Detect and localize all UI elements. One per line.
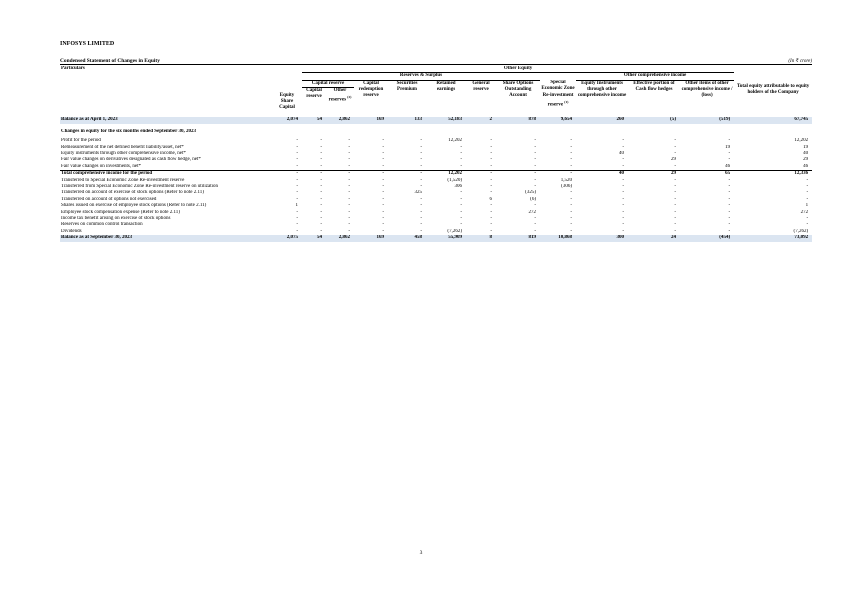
- row-value: -: [622, 144, 624, 150]
- row-value: -: [674, 190, 676, 196]
- row-value: -: [348, 222, 350, 228]
- row-value: -: [622, 177, 624, 183]
- row-value: -: [674, 138, 676, 144]
- row-value: -: [622, 216, 624, 222]
- row-value: -: [728, 190, 731, 196]
- row-value: -: [622, 138, 624, 144]
- row-value: -: [490, 138, 492, 144]
- row-value: (519): [680, 117, 734, 123]
- row-value: -: [728, 151, 731, 157]
- row-value: (7,262): [447, 228, 462, 234]
- row-value: -: [420, 138, 422, 144]
- row-value: 2,862: [326, 235, 354, 241]
- row-value: -: [296, 163, 298, 169]
- row-value: -: [806, 216, 809, 222]
- row-value: 12,336: [734, 171, 812, 178]
- row-label: Equity instruments through other comprehensive income, net*: [61, 151, 186, 157]
- row-value: -: [534, 228, 536, 234]
- row-value: -: [420, 222, 422, 228]
- table-row: [60, 171, 812, 178]
- row-value: -: [622, 157, 624, 163]
- row-value: -: [296, 222, 298, 228]
- row-value: 24: [628, 235, 680, 241]
- row-value: -: [460, 151, 462, 157]
- row-value: -: [420, 163, 422, 169]
- row-value: -: [320, 144, 322, 150]
- row-value: -: [382, 144, 384, 150]
- row-value: -: [460, 222, 462, 228]
- row-value: -: [382, 177, 384, 183]
- row-value: -: [326, 171, 354, 178]
- row-value: 12,202: [794, 138, 809, 144]
- row-value: -: [296, 190, 298, 196]
- row-value: -: [348, 190, 350, 196]
- row-value: 325: [414, 190, 422, 196]
- sez-reserve-header: Special Economic Zone Re-investment reserve $^{(1)}$: [541, 80, 575, 108]
- row-value: -: [420, 216, 422, 222]
- oci-header: Other comprehensive income: [576, 73, 734, 80]
- row-label: Changes in equity for the six months ended September 30, 2023: [61, 128, 196, 134]
- row-label: Profit for the period: [61, 138, 101, 144]
- row-label: Reserves on common control transaction: [61, 222, 143, 228]
- reserves-surplus-header: Reserves & Surplus: [302, 73, 540, 80]
- row-value: -: [674, 177, 676, 183]
- row-value: -: [420, 209, 422, 215]
- row-value: 260: [576, 117, 628, 123]
- row-value: -: [382, 151, 384, 157]
- row-value: 54: [302, 235, 326, 241]
- row-value: -: [420, 177, 422, 183]
- row-value: -: [570, 228, 572, 234]
- retained-earnings-header: Retained earnings: [436, 80, 456, 92]
- row-label: Employee stock compensation expense (Refer to note 2.11): [61, 209, 180, 215]
- row-value: -: [570, 196, 572, 202]
- row-value: -: [466, 171, 496, 178]
- row-value: -: [534, 138, 536, 144]
- row-value: -: [674, 209, 676, 215]
- cash-flow-hedges-header: Effective portion of Cash flow hedges: [633, 80, 675, 92]
- row-value: 65: [680, 171, 734, 178]
- row-value: (7,262): [793, 228, 809, 234]
- row-value: (306): [561, 184, 572, 190]
- row-value: -: [296, 151, 298, 157]
- row-value: 40: [803, 151, 809, 157]
- particulars-header: Particulars: [61, 66, 85, 71]
- row-value: 19: [803, 144, 809, 150]
- row-value: -: [296, 216, 298, 222]
- row-value: -: [534, 216, 536, 222]
- row-value: -: [806, 222, 809, 228]
- row-label: Transferred on account of exercise of stock options (Refer to note 2.11): [61, 190, 204, 196]
- row-value: -: [320, 196, 322, 202]
- row-value: 458: [388, 235, 426, 241]
- row-value: 40: [619, 151, 624, 157]
- row-value: -: [382, 190, 384, 196]
- row-value: -: [674, 184, 676, 190]
- top-rule: [60, 64, 812, 65]
- row-value: -: [570, 209, 572, 215]
- row-value: -: [460, 190, 462, 196]
- row-label: Income tax benefit arising on exercise of stock options: [61, 216, 171, 222]
- row-value: -: [320, 209, 322, 215]
- row-value: 40: [576, 171, 628, 178]
- row-value: 169: [354, 117, 388, 123]
- row-value: -: [490, 228, 492, 234]
- row-value: -: [420, 196, 422, 202]
- row-value: -: [674, 203, 676, 209]
- row-value: -: [320, 203, 322, 209]
- page-number: 3: [419, 550, 423, 556]
- row-value: -: [534, 222, 536, 228]
- row-value: -: [348, 177, 350, 183]
- row-value: -: [622, 228, 624, 234]
- row-value: -: [728, 216, 731, 222]
- row-value: -: [674, 228, 676, 234]
- row-value: -: [382, 216, 384, 222]
- row-value: -: [622, 222, 624, 228]
- row-value: -: [540, 171, 576, 178]
- row-value: -: [348, 216, 350, 222]
- row-value: -: [348, 228, 350, 234]
- row-value: -: [460, 216, 462, 222]
- row-value: -: [296, 138, 298, 144]
- row-value: -: [490, 184, 492, 190]
- securities-premium-header: Securities Premium: [396, 80, 418, 92]
- row-value: -: [460, 209, 462, 215]
- row-value: -: [320, 163, 322, 169]
- row-value: -: [420, 157, 422, 163]
- row-value: -: [728, 228, 731, 234]
- row-value: -: [806, 196, 809, 202]
- row-value: -: [622, 203, 624, 209]
- table-row: [60, 235, 812, 241]
- row-label: Fair value changes on investments, net*: [61, 163, 141, 169]
- row-value: 2,074: [272, 117, 302, 123]
- row-value: -: [806, 190, 809, 196]
- row-value: -: [570, 222, 572, 228]
- row-value: 73,092: [734, 235, 812, 241]
- row-value: -: [296, 196, 298, 202]
- row-value: 6: [489, 196, 492, 202]
- row-value: 169: [354, 235, 388, 241]
- row-value: -: [296, 144, 298, 150]
- row-value: -: [570, 190, 572, 196]
- currency-note: (In ₹ crore): [788, 59, 812, 64]
- row-value: -: [534, 177, 536, 183]
- row-value: -: [534, 203, 536, 209]
- table-header: [60, 66, 812, 117]
- row-value: -: [320, 138, 322, 144]
- row-value: -: [622, 163, 624, 169]
- row-label: Remeasurement of the net defined benefit liability/asset, net*: [61, 144, 184, 150]
- row-value: -: [570, 151, 572, 157]
- row-value: 55,909: [426, 235, 466, 241]
- row-value: -: [728, 138, 731, 144]
- row-value: -: [296, 209, 298, 215]
- row-value: -: [570, 138, 572, 144]
- row-value: -: [570, 163, 572, 169]
- row-value: -: [490, 157, 492, 163]
- row-value: -: [296, 184, 298, 190]
- row-label: Fair value changes on derivatives designated as cash flow hedge, net*: [61, 157, 201, 163]
- row-value: 29: [803, 157, 809, 163]
- row-value: 1: [295, 203, 298, 209]
- row-label: Dividends: [61, 228, 82, 234]
- row-value: -: [320, 190, 322, 196]
- table-body: [60, 117, 812, 241]
- row-value: -: [570, 144, 572, 150]
- row-label: Balance as at September 30, 2023: [60, 235, 272, 241]
- row-value: 1: [805, 203, 809, 209]
- equity-statement-table: [60, 66, 812, 242]
- row-value: 67,745: [734, 117, 812, 123]
- row-value: 12,202: [448, 138, 462, 144]
- row-value: 819: [496, 235, 540, 241]
- row-value: -: [674, 163, 676, 169]
- row-value: -: [382, 196, 384, 202]
- capital-redemption-header: Capital redemption reserve: [358, 80, 384, 99]
- row-value: -: [460, 196, 462, 202]
- row-value: -: [460, 163, 462, 169]
- row-value: 306: [454, 184, 462, 190]
- row-value: 2: [466, 117, 496, 123]
- row-value: -: [728, 196, 731, 202]
- row-value: -: [490, 216, 492, 222]
- row-value: 8: [466, 235, 496, 241]
- other-items-oci-header: Other items of other comprehensive income / (loss): [681, 80, 733, 99]
- row-value: -: [534, 151, 536, 157]
- row-value: -: [728, 177, 731, 183]
- row-value: -: [388, 171, 426, 178]
- statement-title: Condensed Statement of Changes in Equity: [60, 58, 160, 64]
- row-value: -: [496, 171, 540, 178]
- general-reserve-header: General reserve: [472, 80, 490, 92]
- row-value: -: [490, 177, 492, 183]
- row-value: -: [320, 151, 322, 157]
- total-equity-header: Total equity attributable to equity holders of the Company: [736, 84, 810, 96]
- row-value: -: [420, 203, 422, 209]
- table-row: [60, 164, 812, 171]
- row-value: -: [420, 228, 422, 234]
- row-value: -: [382, 203, 384, 209]
- row-value: -: [296, 157, 298, 163]
- row-value: -: [460, 203, 462, 209]
- row-value: -: [382, 157, 384, 163]
- row-value: -: [622, 209, 624, 215]
- row-value: -: [348, 138, 350, 144]
- row-value: -: [490, 144, 492, 150]
- row-value: -: [302, 171, 326, 178]
- row-value: -: [348, 196, 350, 202]
- row-value: 29: [628, 171, 680, 178]
- other-equity-header: Other Equity: [302, 66, 734, 73]
- row-value: (454): [680, 235, 734, 241]
- row-value: -: [320, 157, 322, 163]
- row-value: -: [806, 177, 809, 183]
- row-value: -: [622, 196, 624, 202]
- row-value: -: [296, 228, 298, 234]
- row-value: -: [674, 196, 676, 202]
- row-value: 878: [496, 117, 540, 123]
- row-value: 52,183: [426, 117, 466, 123]
- share-options-header: Share Options Outstanding Account: [502, 80, 534, 99]
- row-value: 2,075: [272, 235, 302, 241]
- row-value: -: [806, 184, 809, 190]
- row-label: Shares issued on exercise of employee stock options (Refer to note 2.11): [61, 203, 207, 209]
- row-value: -: [490, 190, 492, 196]
- row-value: -: [490, 163, 492, 169]
- row-value: -: [570, 216, 572, 222]
- row-value: 19: [725, 144, 731, 150]
- row-value: 46: [725, 163, 731, 169]
- row-value: -: [622, 190, 624, 196]
- row-value: -: [622, 184, 624, 190]
- row-value: -: [728, 157, 731, 163]
- row-value: -: [674, 216, 676, 222]
- row-value: -: [382, 184, 384, 190]
- row-value: -: [382, 228, 384, 234]
- row-value: -: [728, 222, 731, 228]
- row-label: Total comprehensive income for the period: [60, 171, 272, 178]
- row-value: -: [490, 151, 492, 157]
- row-value: -: [354, 171, 388, 178]
- row-value: (6): [530, 196, 536, 202]
- row-value: (1,520): [447, 177, 462, 183]
- row-value: 54: [302, 117, 326, 123]
- row-value: (325): [525, 190, 536, 196]
- row-value: -: [674, 222, 676, 228]
- row-value: -: [674, 151, 676, 157]
- row-value: -: [420, 151, 422, 157]
- row-value: 29: [671, 157, 676, 163]
- equity-share-capital-header: Equity Share Capital: [279, 92, 295, 111]
- row-value: -: [460, 144, 462, 150]
- row-value: 9,654: [540, 117, 576, 123]
- row-value: -: [348, 163, 350, 169]
- row-label: Transferred to Special Economic Zone Re-investment reserve: [61, 177, 185, 183]
- row-value: 46: [803, 163, 809, 169]
- row-value: -: [490, 222, 492, 228]
- capital-reserve-sub-header: Capital reserve: [306, 87, 322, 100]
- row-label: Balance as at April 1, 2023: [60, 117, 272, 123]
- row-value: -: [348, 151, 350, 157]
- row-value: -: [728, 209, 731, 215]
- row-value: -: [728, 184, 731, 190]
- row-value: -: [570, 203, 572, 209]
- row-label: Transferred from Special Economic Zone Re-investment reserve on utilization: [61, 184, 218, 190]
- row-value: 300: [576, 235, 628, 241]
- row-value: -: [348, 184, 350, 190]
- other-reserves-header: Other reserves $^{(2)}$: [328, 87, 352, 103]
- row-value: -: [348, 157, 350, 163]
- row-value: -: [296, 177, 298, 183]
- row-value: 272: [528, 209, 536, 215]
- row-value: -: [728, 203, 731, 209]
- company-name: INFOSYS LIMITED: [60, 41, 115, 47]
- row-value: 12,202: [426, 171, 466, 178]
- row-value: 1,520: [560, 177, 572, 183]
- row-value: -: [382, 163, 384, 169]
- row-value: -: [460, 157, 462, 163]
- row-value: -: [272, 171, 302, 178]
- row-value: -: [382, 222, 384, 228]
- row-value: -: [490, 209, 492, 215]
- row-value: -: [490, 203, 492, 209]
- row-value: -: [320, 216, 322, 222]
- row-value: 10,868: [540, 235, 576, 241]
- row-value: 272: [800, 209, 809, 215]
- row-value: -: [320, 177, 322, 183]
- row-value: -: [382, 209, 384, 215]
- row-label: Transferred on account of options not exercised: [61, 196, 157, 202]
- row-value: (5): [628, 117, 680, 123]
- row-value: -: [348, 209, 350, 215]
- row-value: -: [534, 157, 536, 163]
- row-value: -: [320, 222, 322, 228]
- row-value: 133: [388, 117, 426, 123]
- row-value: -: [320, 184, 322, 190]
- row-value: -: [382, 138, 384, 144]
- row-value: -: [420, 144, 422, 150]
- row-value: -: [348, 144, 350, 150]
- row-value: -: [674, 144, 676, 150]
- row-value: 2,862: [326, 117, 354, 123]
- row-value: -: [534, 163, 536, 169]
- row-value: -: [420, 184, 422, 190]
- capital-reserve-header: Capital reserve: [302, 80, 354, 87]
- row-value: -: [348, 203, 350, 209]
- row-value: -: [534, 144, 536, 150]
- row-value: -: [570, 157, 572, 163]
- row-value: -: [534, 184, 536, 190]
- equity-instruments-header: Equity Instruments through other comprehensive income: [577, 80, 627, 99]
- row-value: -: [320, 228, 322, 234]
